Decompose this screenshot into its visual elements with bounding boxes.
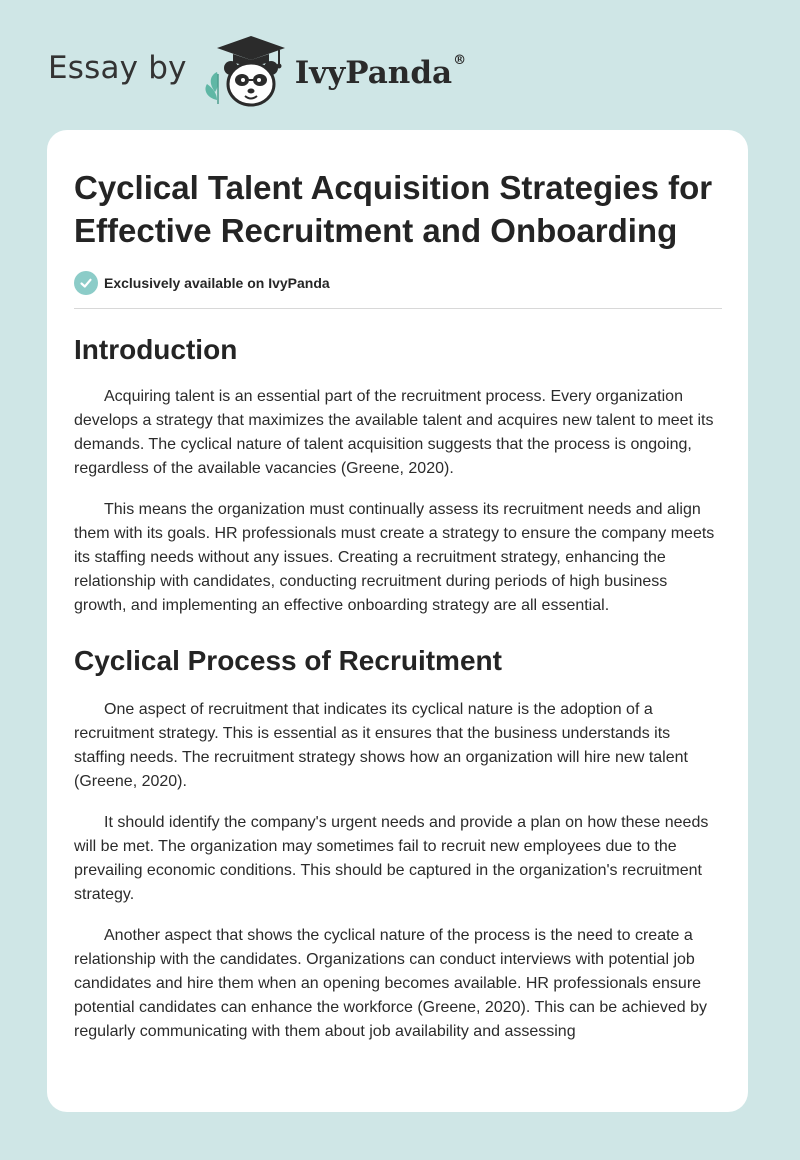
essay-by-label: Essay by xyxy=(48,50,187,86)
brand-logo-text[interactable]: IvyPanda® xyxy=(294,53,467,91)
section-heading-introduction: Introduction xyxy=(74,334,238,365)
site-header xyxy=(48,30,466,110)
exclusive-label: Exclusively available on IvyPanda xyxy=(104,275,330,291)
section-heading-cyclical-process: Cyclical Process of Recruitment xyxy=(74,645,502,676)
essay-card xyxy=(47,130,748,1112)
essay-title: Cyclical Talent Acquisition Strategies for Effective Recruitment and Onboarding xyxy=(74,169,713,249)
paragraph: Another aspect that shows the cyclical nature of the process is the need to create a relationship with the candidates. Organizations can conduct interviews with potential job candidates and hire them when an opening becomes available. HR professionals ensure potential candidates can enhance the workforce (Greene, 2020). This can be achieved by regularly communicating with them about job availability and assessing xyxy=(74,927,707,1040)
paragraph: Acquiring talent is an essential part of the recruitment process. Every organization develops a strategy that maximizes the available talent and acquires new talent to meet its demands. The cyclical nature of talent acquisition suggests that the process is ongoing, regardless of the available vacancies (Greene, 2020). xyxy=(74,388,714,477)
check-icon xyxy=(74,271,98,295)
paragraph: This means the organization must continually assess its recruitment needs and align them with its goals. HR professionals must create a strategy to ensure the company meets its staffing needs without any issues. Creating a recruitment strategy, enhancing the relationship with candidates, conducting recruitment during periods of high business growth, and implementing an effective onboarding strategy are all essential. xyxy=(74,501,715,614)
essay-content xyxy=(74,130,722,1044)
paragraph: One aspect of recruitment that indicates its cyclical nature is the adoption of a recruitment strategy. This is essential as it ensures that the business understands its staffing needs. The recruitment strategy shows how an organization will hire new talent (Greene, 2020). xyxy=(74,701,688,790)
panda-graduate-icon xyxy=(201,30,291,110)
paragraph: It should identify the company's urgent needs and provide a plan on how these needs will be met. The organization may sometimes fail to recruit new employees due to the prevailing economic conditions. This should be captured in the organization's recruitment strategy. xyxy=(74,814,709,903)
title-divider xyxy=(74,308,722,309)
exclusive-badge xyxy=(74,271,722,295)
trademark-symbol: ® xyxy=(453,53,467,68)
